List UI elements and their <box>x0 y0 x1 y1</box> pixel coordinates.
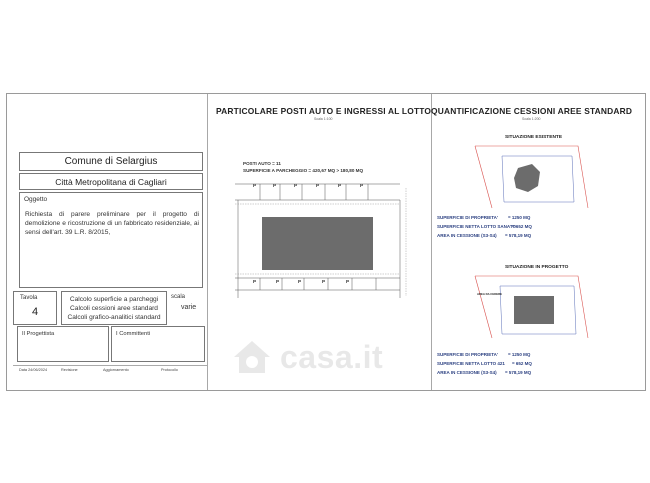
house-logo-icon <box>232 339 272 375</box>
parking-stall-label: P <box>273 183 277 188</box>
casa-it-watermark <box>232 337 422 377</box>
parking-stall-label: P <box>276 279 280 284</box>
calc-line: Calcolo superficie a parcheggi <box>69 296 159 303</box>
parking-stall-label: P <box>322 279 326 284</box>
parking-scale: Scala 1:100 <box>314 117 333 121</box>
existing-row-label: AREA IN CESSIONE (S3-S4) <box>437 233 497 238</box>
parking-surface: SUPERFICIE A PARCHEGGIO = 420,67 MQ > 180,80 MQ <box>243 168 364 173</box>
quant-scale: Scala 1:200 <box>522 117 541 121</box>
sheet-divider-right <box>431 94 432 390</box>
project-row-value: = 652 MQ <box>512 361 532 366</box>
posti-auto-count: POSTI AUTO = 11 <box>243 161 281 166</box>
parking-stall-label: P <box>294 183 298 188</box>
footer-data: Data 24/06/2024 <box>19 368 48 372</box>
scala-box <box>169 291 205 325</box>
existing-title: SITUAZIONE ESISTENTE <box>505 135 563 140</box>
area-da-cedere-label: AREA DA CEDERE <box>477 292 502 296</box>
parking-stall-label: P <box>338 183 342 188</box>
committenti-box <box>111 326 205 362</box>
project-row-label: AREA IN CESSIONE (S3-S4) <box>437 370 497 375</box>
parking-heading: PARTICOLARE POSTI AUTO E INGRESSI AL LOTTO <box>216 106 432 116</box>
existing-row-value: = 1250 MQ <box>508 215 531 220</box>
parking-stall-label: P <box>316 183 320 188</box>
project-lot-drawing <box>470 272 590 344</box>
oggetto-box <box>19 192 203 288</box>
committenti-label: I Committenti <box>116 331 151 337</box>
oggetto-description: Richiesta di parere preliminare per il progetto di demolizione e ricostruzione di un fabbricato residenziale, ai sensi dell'art. 39 L.R. 8/2015, <box>25 211 199 236</box>
footer-aggiornamento: Aggiornamento <box>103 368 129 372</box>
calc-line: Calcoli cessioni aree standard <box>70 305 158 312</box>
existing-row-label: SUPERFICIE NETTA LOTTO SANATO <box>437 224 517 229</box>
existing-row-value: = 578,19 MQ <box>505 233 532 238</box>
watermark-text: casa.it <box>280 339 384 375</box>
tavola-label: Tavola <box>20 295 38 301</box>
existing-lot-drawing <box>470 142 590 214</box>
progettista-label: Il Progettista <box>22 331 55 337</box>
footer-revisione: Revisione <box>61 368 78 372</box>
sheet-divider-left <box>207 94 208 390</box>
parking-stall-label: P <box>298 279 302 284</box>
project-row-label: SUPERFICIE NETTA LOTTO 421 <box>437 361 505 366</box>
tavola-box <box>13 291 57 325</box>
scala-label: scala <box>171 294 186 300</box>
existing-row-value: = 652 MQ <box>512 224 532 229</box>
title-block-footer <box>13 365 207 375</box>
calc-box <box>61 291 167 325</box>
citta-box <box>19 173 203 190</box>
parking-stall-label: P <box>346 279 350 284</box>
parking-stall-label: P <box>253 279 257 284</box>
calc-line: Calcoli grafico-analitici standard <box>67 314 161 321</box>
oggetto-label: Oggetto <box>24 196 48 203</box>
comune-name: Comune di Selargius <box>64 156 158 167</box>
tavola-number: 4 <box>31 306 39 318</box>
citta-name: Città Metropolitana di Cagliari <box>55 177 167 187</box>
building-footprint <box>262 217 373 270</box>
comune-box <box>19 152 203 171</box>
project-row-label: SUPERFICIE DI PROPRIETA' <box>437 352 498 357</box>
project-row-value: = 1250 MQ <box>508 352 531 357</box>
existing-row-label: SUPERFICIE DI PROPRIETA' <box>437 215 498 220</box>
parking-stall-label: P <box>253 183 257 188</box>
project-title: SITUAZIONE IN PROGETTO <box>505 265 569 270</box>
parking-stall-label: P <box>360 183 364 188</box>
scala-value: varie <box>181 304 197 311</box>
footer-protocollo: Protocollo <box>161 368 178 372</box>
quant-heading: QUANTIFICAZIONE CESSIONI AREE STANDARD <box>431 106 633 116</box>
progettista-box <box>17 326 109 362</box>
project-row-value: = 578,19 MQ <box>505 370 532 375</box>
